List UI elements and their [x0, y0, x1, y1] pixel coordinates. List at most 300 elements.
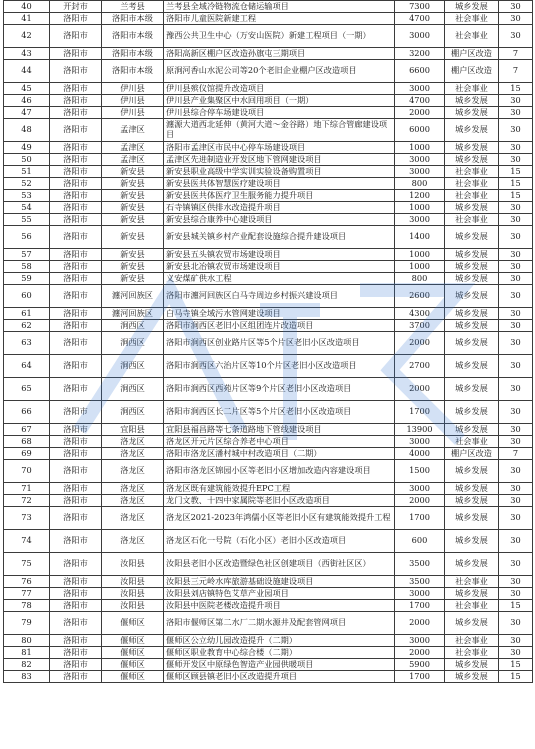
city-cell: 洛阳市 — [50, 424, 102, 436]
project-name-cell: 洛龙区既有建筑能效提升EPC工程 — [164, 483, 395, 495]
city-cell: 洛阳市 — [50, 249, 102, 261]
amount-cell: 1200 — [395, 190, 445, 202]
county-cell: 洛阳市本级 — [102, 48, 164, 60]
city-cell: 洛阳市 — [50, 647, 102, 659]
amount-cell: 3000 — [395, 588, 445, 600]
amount-cell: 800 — [395, 178, 445, 190]
county-cell: 偃师区 — [102, 659, 164, 671]
row-number: 47 — [4, 107, 50, 119]
city-cell: 洛阳市 — [50, 83, 102, 95]
amount-cell: 3000 — [395, 214, 445, 226]
city-cell: 洛阳市 — [50, 576, 102, 588]
amount-cell: 3200 — [395, 48, 445, 60]
row-number: 57 — [4, 249, 50, 261]
county-cell: 涧西区 — [102, 320, 164, 332]
project-name-cell: 义安煤矿供水工程 — [164, 273, 395, 285]
category-cell: 城乡发展 — [445, 95, 499, 107]
table-row — [4, 1, 533, 13]
project-table-sheet — [3, 0, 532, 683]
category-cell: 社会事业 — [445, 178, 499, 190]
project-name-cell: 汝阳县老旧小区改造暨绿色社区创建项目（西街社区区） — [164, 553, 395, 576]
city-cell: 洛阳市 — [50, 448, 102, 460]
project-table — [3, 0, 533, 683]
row-number: 48 — [4, 119, 50, 142]
project-name-cell: 豫西公共卫生中心（万安山医院）新建工程项目（一期） — [164, 25, 395, 48]
years-cell: 30 — [499, 588, 533, 600]
city-cell: 洛阳市 — [50, 202, 102, 214]
table-row — [4, 202, 533, 214]
city-cell: 洛阳市 — [50, 600, 102, 612]
project-name-cell: 洛阳市涧西区长二片区等5个片区老旧小区改造项目 — [164, 401, 395, 424]
table-row — [4, 13, 533, 25]
county-cell: 孟津区 — [102, 119, 164, 142]
project-name-cell: 伊川县产业集聚区中水回用项目（一期） — [164, 95, 395, 107]
county-cell: 新安县 — [102, 190, 164, 202]
county-cell: 新安县 — [102, 178, 164, 190]
category-cell: 城乡发展 — [445, 671, 499, 683]
years-cell: 30 — [499, 401, 533, 424]
category-cell: 城乡发展 — [445, 612, 499, 635]
project-name-cell: 洛阳市涧西区创业路片区等5个片区老旧小区改造项目 — [164, 332, 395, 355]
years-cell: 15 — [499, 600, 533, 612]
county-cell: 瀍河回族区 — [102, 285, 164, 308]
category-cell: 城乡发展 — [445, 320, 499, 332]
table-row — [4, 588, 533, 600]
city-cell: 洛阳市 — [50, 178, 102, 190]
years-cell: 30 — [499, 355, 533, 378]
row-number: 79 — [4, 612, 50, 635]
table-row — [4, 647, 533, 659]
county-cell: 瀍河回族区 — [102, 308, 164, 320]
table-row — [4, 119, 533, 142]
row-number: 74 — [4, 530, 50, 553]
city-cell: 洛阳市 — [50, 142, 102, 154]
amount-cell: 3500 — [395, 553, 445, 576]
city-cell: 洛阳市 — [50, 107, 102, 119]
county-cell: 汝阳县 — [102, 588, 164, 600]
amount-cell: 1000 — [395, 202, 445, 214]
table-row — [4, 107, 533, 119]
row-number: 78 — [4, 600, 50, 612]
project-name-cell: 洛龙区开元片区综合养老中心项目 — [164, 436, 395, 448]
project-name-cell: 新安县医共体智慧医疗建设项目 — [164, 178, 395, 190]
years-cell: 30 — [499, 320, 533, 332]
years-cell: 15 — [499, 190, 533, 202]
category-cell: 城乡发展 — [445, 119, 499, 142]
project-name-cell: 新安县北冶镇农贸市场建设项目 — [164, 261, 395, 273]
years-cell: 30 — [499, 530, 533, 553]
amount-cell: 4700 — [395, 95, 445, 107]
row-number: 80 — [4, 635, 50, 647]
project-name-cell: 洛阳市瀍河回族区白马寺周边乡村振兴建设项目 — [164, 285, 395, 308]
project-name-cell: 洛阳市涧西区老旧小区组团连片改造项目 — [164, 320, 395, 332]
row-number: 66 — [4, 401, 50, 424]
category-cell: 城乡发展 — [445, 378, 499, 401]
table-row — [4, 320, 533, 332]
table-row — [4, 83, 533, 95]
row-number: 81 — [4, 647, 50, 659]
category-cell: 棚户区改造 — [445, 48, 499, 60]
table-row — [4, 261, 533, 273]
category-cell: 社会事业 — [445, 166, 499, 178]
amount-cell: 1700 — [395, 401, 445, 424]
row-number: 56 — [4, 226, 50, 249]
project-name-cell: 瀍源大道西北延伸（黄河大道～金谷路）地下综合管廊建设项目 — [164, 119, 395, 142]
table-row — [4, 154, 533, 166]
category-cell: 棚户区改造 — [445, 60, 499, 83]
category-cell: 城乡发展 — [445, 107, 499, 119]
project-name-cell: 洛阳市洛龙区潘村城中村改造项目（二期） — [164, 448, 395, 460]
years-cell: 30 — [499, 635, 533, 647]
amount-cell: 4000 — [395, 448, 445, 460]
row-number: 45 — [4, 83, 50, 95]
years-cell: 30 — [499, 154, 533, 166]
row-number: 40 — [4, 1, 50, 13]
row-number: 83 — [4, 671, 50, 683]
years-cell: 30 — [499, 285, 533, 308]
amount-cell: 2000 — [395, 647, 445, 659]
years-cell: 15 — [499, 166, 533, 178]
row-number: 58 — [4, 261, 50, 273]
row-number: 42 — [4, 25, 50, 48]
amount-cell: 4300 — [395, 308, 445, 320]
county-cell: 偃师区 — [102, 671, 164, 683]
category-cell: 城乡发展 — [445, 202, 499, 214]
category-cell: 城乡发展 — [445, 588, 499, 600]
category-cell: 城乡发展 — [445, 249, 499, 261]
county-cell: 伊川县 — [102, 83, 164, 95]
row-number: 75 — [4, 553, 50, 576]
table-row — [4, 460, 533, 483]
category-cell: 城乡发展 — [445, 285, 499, 308]
category-cell: 社会事业 — [445, 635, 499, 647]
table-row — [4, 530, 533, 553]
project-name-cell: 洛阳高新区棚户区改造孙旗屯三期项目 — [164, 48, 395, 60]
city-cell: 洛阳市 — [50, 166, 102, 178]
row-number: 44 — [4, 60, 50, 83]
table-row — [4, 671, 533, 683]
row-number: 50 — [4, 154, 50, 166]
amount-cell: 1400 — [395, 226, 445, 249]
amount-cell: 1000 — [395, 261, 445, 273]
row-number: 72 — [4, 495, 50, 507]
county-cell: 新安县 — [102, 249, 164, 261]
city-cell: 洛阳市 — [50, 495, 102, 507]
county-cell: 偃师区 — [102, 635, 164, 647]
row-number: 77 — [4, 588, 50, 600]
category-cell: 城乡发展 — [445, 1, 499, 13]
years-cell: 30 — [499, 332, 533, 355]
row-number: 82 — [4, 659, 50, 671]
city-cell: 洛阳市 — [50, 261, 102, 273]
row-number: 52 — [4, 178, 50, 190]
county-cell: 涧西区 — [102, 355, 164, 378]
amount-cell: 3000 — [395, 483, 445, 495]
county-cell: 洛龙区 — [102, 483, 164, 495]
city-cell: 洛阳市 — [50, 214, 102, 226]
city-cell: 洛阳市 — [50, 671, 102, 683]
table-row — [4, 355, 533, 378]
table-row — [4, 249, 533, 261]
city-cell: 洛阳市 — [50, 355, 102, 378]
county-cell: 孟津区 — [102, 142, 164, 154]
category-cell: 社会事业 — [445, 576, 499, 588]
county-cell: 宜阳县 — [102, 424, 164, 436]
category-cell: 城乡发展 — [445, 261, 499, 273]
county-cell: 新安县 — [102, 226, 164, 249]
city-cell: 洛阳市 — [50, 507, 102, 530]
project-name-cell: 偃师开发区中原绿色智造产业园供暖项目 — [164, 659, 395, 671]
project-name-cell: 偃师区公立幼儿园改造提升（二期） — [164, 635, 395, 647]
amount-cell: 3000 — [395, 154, 445, 166]
amount-cell: 2700 — [395, 355, 445, 378]
row-number: 49 — [4, 142, 50, 154]
city-cell: 洛阳市 — [50, 530, 102, 553]
category-cell: 棚户区改造 — [445, 448, 499, 460]
city-cell: 洛阳市 — [50, 308, 102, 320]
category-cell: 社会事业 — [445, 600, 499, 612]
years-cell: 15 — [499, 83, 533, 95]
project-name-cell: 孟津区先进制造业开发区地下管网建设项目 — [164, 154, 395, 166]
amount-cell: 2000 — [395, 107, 445, 119]
amount-cell: 7300 — [395, 1, 445, 13]
amount-cell: 1500 — [395, 460, 445, 483]
county-cell: 偃师区 — [102, 647, 164, 659]
years-cell: 30 — [499, 495, 533, 507]
years-cell: 30 — [499, 308, 533, 320]
row-number: 76 — [4, 576, 50, 588]
amount-cell: 1000 — [395, 249, 445, 261]
table-row — [4, 448, 533, 460]
row-number: 65 — [4, 378, 50, 401]
county-cell: 洛龙区 — [102, 460, 164, 483]
city-cell: 洛阳市 — [50, 190, 102, 202]
years-cell: 30 — [499, 483, 533, 495]
county-cell: 洛龙区 — [102, 495, 164, 507]
amount-cell: 3000 — [395, 25, 445, 48]
city-cell: 洛阳市 — [50, 226, 102, 249]
project-name-cell: 宜阳县福昌路等七条道路地下管线建设项目 — [164, 424, 395, 436]
table-row — [4, 166, 533, 178]
years-cell: 30 — [499, 1, 533, 13]
category-cell: 社会事业 — [445, 13, 499, 25]
project-name-cell: 白马寺镇全域污水管网建设项目 — [164, 308, 395, 320]
years-cell: 30 — [499, 553, 533, 576]
project-name-cell: 原涧河香山水泥公司等20个老旧企业棚户区改造项目 — [164, 60, 395, 83]
amount-cell: 1000 — [395, 142, 445, 154]
table-row — [4, 60, 533, 83]
amount-cell: 1700 — [395, 507, 445, 530]
table-row — [4, 273, 533, 285]
project-name-cell: 洛阳市儿童医院新建工程 — [164, 13, 395, 25]
project-name-cell: 洛阳市孟津区市民中心停车场建设项目 — [164, 142, 395, 154]
city-cell: 洛阳市 — [50, 436, 102, 448]
years-cell: 30 — [499, 107, 533, 119]
years-cell: 30 — [499, 612, 533, 635]
category-cell: 城乡发展 — [445, 424, 499, 436]
city-cell: 洛阳市 — [50, 588, 102, 600]
project-name-cell: 伊川县殡仪馆提升改造项目 — [164, 83, 395, 95]
row-number: 46 — [4, 95, 50, 107]
city-cell: 洛阳市 — [50, 401, 102, 424]
project-name-cell: 新安县医共体医疗卫生服务能力提升项目 — [164, 190, 395, 202]
city-cell: 洛阳市 — [50, 635, 102, 647]
county-cell: 洛龙区 — [102, 436, 164, 448]
years-cell: 15 — [499, 659, 533, 671]
table-row — [4, 308, 533, 320]
amount-cell: 1700 — [395, 671, 445, 683]
project-name-cell: 偃师区顾县镇老旧小区改造提升项目 — [164, 671, 395, 683]
years-cell: 7 — [499, 448, 533, 460]
county-cell: 汝阳县 — [102, 600, 164, 612]
amount-cell: 800 — [395, 273, 445, 285]
county-cell: 涧西区 — [102, 378, 164, 401]
row-number: 59 — [4, 273, 50, 285]
amount-cell: 5900 — [395, 659, 445, 671]
years-cell: 30 — [499, 13, 533, 25]
years-cell: 30 — [499, 261, 533, 273]
table-row — [4, 635, 533, 647]
county-cell: 新安县 — [102, 166, 164, 178]
table-row — [4, 553, 533, 576]
amount-cell: 600 — [395, 530, 445, 553]
years-cell: 7 — [499, 48, 533, 60]
category-cell: 城乡发展 — [445, 355, 499, 378]
table-row — [4, 401, 533, 424]
project-name-cell: 新安县城关镇乡村产业配套设施综合提升建设项目 — [164, 226, 395, 249]
project-name-cell: 兰考县全域冷链物流仓储运输项目 — [164, 1, 395, 13]
table-row — [4, 436, 533, 448]
category-cell: 城乡发展 — [445, 308, 499, 320]
project-name-cell: 洛阳市涧西区六治片区等10个片区老旧小区改造项目 — [164, 355, 395, 378]
table-row — [4, 285, 533, 308]
amount-cell: 3000 — [395, 83, 445, 95]
amount-cell: 2000 — [395, 332, 445, 355]
table-row — [4, 483, 533, 495]
project-name-cell: 洛阳市偃师区第二水厂二期水源井及配套管网项目 — [164, 612, 395, 635]
row-number: 41 — [4, 13, 50, 25]
city-cell: 洛阳市 — [50, 332, 102, 355]
project-name-cell: 伊川县综合停车场建设项目 — [164, 107, 395, 119]
county-cell: 偃师区 — [102, 612, 164, 635]
amount-cell: 6000 — [395, 119, 445, 142]
amount-cell: 6600 — [395, 60, 445, 83]
category-cell: 城乡发展 — [445, 495, 499, 507]
amount-cell: 3000 — [395, 436, 445, 448]
category-cell: 城乡发展 — [445, 659, 499, 671]
county-cell: 新安县 — [102, 273, 164, 285]
county-cell: 汝阳县 — [102, 576, 164, 588]
years-cell: 30 — [499, 647, 533, 659]
project-name-cell: 洛龙区2021-2023年鸿儒小区等老旧小区有建筑能效提升工程 — [164, 507, 395, 530]
amount-cell: 3700 — [395, 320, 445, 332]
years-cell: 30 — [499, 424, 533, 436]
years-cell: 7 — [499, 60, 533, 83]
category-cell: 城乡发展 — [445, 142, 499, 154]
city-cell: 洛阳市 — [50, 48, 102, 60]
county-cell: 伊川县 — [102, 107, 164, 119]
amount-cell: 2000 — [395, 612, 445, 635]
category-cell: 城乡发展 — [445, 483, 499, 495]
project-name-cell: 汝阳县刘店镇特色艾草产业园项目 — [164, 588, 395, 600]
city-cell: 洛阳市 — [50, 320, 102, 332]
amount-cell: 4700 — [395, 13, 445, 25]
project-name-cell: 偃师区职业教育中心综合楼（二期） — [164, 647, 395, 659]
table-row — [4, 190, 533, 202]
years-cell: 30 — [499, 436, 533, 448]
category-cell: 社会事业 — [445, 436, 499, 448]
county-cell: 新安县 — [102, 202, 164, 214]
row-number: 43 — [4, 48, 50, 60]
amount-cell: 2000 — [395, 495, 445, 507]
county-cell: 洛龙区 — [102, 448, 164, 460]
row-number: 61 — [4, 308, 50, 320]
category-cell: 城乡发展 — [445, 332, 499, 355]
county-cell: 洛龙区 — [102, 530, 164, 553]
row-number: 60 — [4, 285, 50, 308]
project-name-cell: 新安县职业高级中学实训实验设备购置项目 — [164, 166, 395, 178]
category-cell: 城乡发展 — [445, 401, 499, 424]
table-row — [4, 332, 533, 355]
table-row — [4, 214, 533, 226]
table-row — [4, 612, 533, 635]
city-cell: 洛阳市 — [50, 659, 102, 671]
category-cell: 城乡发展 — [445, 154, 499, 166]
county-cell: 洛阳市本级 — [102, 60, 164, 83]
years-cell: 30 — [499, 119, 533, 142]
years-cell: 30 — [499, 214, 533, 226]
row-number: 53 — [4, 190, 50, 202]
table-row — [4, 424, 533, 436]
category-cell: 城乡发展 — [445, 553, 499, 576]
years-cell: 30 — [499, 25, 533, 48]
city-cell: 开封市 — [50, 1, 102, 13]
row-number: 63 — [4, 332, 50, 355]
years-cell: 30 — [499, 142, 533, 154]
project-name-cell: 石寺镇镇区供排水改造提升项目 — [164, 202, 395, 214]
project-name-cell: 新安县综合康养中心建设项目 — [164, 214, 395, 226]
county-cell: 新安县 — [102, 214, 164, 226]
row-number: 68 — [4, 436, 50, 448]
city-cell: 洛阳市 — [50, 13, 102, 25]
years-cell: 15 — [499, 671, 533, 683]
project-name-cell: 龙门文教、十四中家属院等老旧小区改造项目 — [164, 495, 395, 507]
category-cell: 社会事业 — [445, 647, 499, 659]
table-row — [4, 142, 533, 154]
amount-cell: 2600 — [395, 285, 445, 308]
county-cell: 涧西区 — [102, 332, 164, 355]
city-cell: 洛阳市 — [50, 273, 102, 285]
city-cell: 洛阳市 — [50, 553, 102, 576]
category-cell: 城乡发展 — [445, 460, 499, 483]
amount-cell: 3000 — [395, 635, 445, 647]
category-cell: 社会事业 — [445, 190, 499, 202]
project-name-cell: 汝阳县三元岭水库旅游基础设施建设项目 — [164, 576, 395, 588]
city-cell: 洛阳市 — [50, 25, 102, 48]
category-cell: 社会事业 — [445, 83, 499, 95]
city-cell: 洛阳市 — [50, 95, 102, 107]
category-cell: 城乡发展 — [445, 226, 499, 249]
county-cell: 涧西区 — [102, 401, 164, 424]
project-name-cell: 新安县五头镇农贸市场建设项目 — [164, 249, 395, 261]
county-cell: 孟津区 — [102, 154, 164, 166]
county-cell: 兰考县 — [102, 1, 164, 13]
county-cell: 伊川县 — [102, 95, 164, 107]
years-cell: 30 — [499, 95, 533, 107]
row-number: 55 — [4, 214, 50, 226]
table-row — [4, 507, 533, 530]
row-number: 67 — [4, 424, 50, 436]
